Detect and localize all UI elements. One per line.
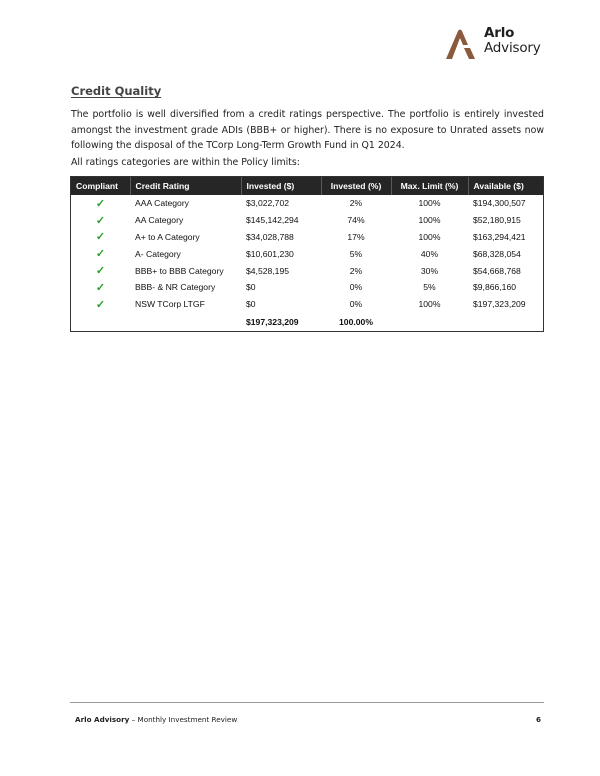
cell-max-limit: 5% [423, 282, 436, 293]
checkmark-icon: ✓ [95, 248, 106, 261]
checkmark-icon: ✓ [95, 265, 106, 278]
cell-available: $163,294,421 [473, 231, 526, 242]
cell-invested: $10,601,230 [246, 248, 294, 259]
cell-invested: $4,528,195 [246, 265, 290, 276]
table-row [71, 195, 543, 212]
col-header-credit-rating: Credit Rating [130, 177, 241, 195]
cell-max-limit: 100% [418, 299, 441, 310]
table-row [71, 229, 543, 246]
cell-available: $9,866,160 [473, 282, 517, 293]
credit-rating-table [71, 177, 543, 331]
policy-limits-note: All ratings categories are within the Policy limits: [71, 157, 300, 168]
cell-invested: $34,028,788 [246, 231, 294, 242]
col-header-compliant: Compliant [71, 177, 130, 195]
total-invested-pct: 100.00% [339, 316, 373, 327]
cell-available: $54,668,768 [473, 265, 521, 276]
cell-max-limit: 100% [418, 231, 441, 242]
section-title: Credit Quality [71, 84, 162, 98]
footer-brand: Arlo Advisory [75, 715, 130, 724]
cell-max-limit: 100% [418, 198, 441, 209]
logo-name-line1: Arlo [484, 25, 515, 41]
cell-credit-rating: A+ to A Category [135, 231, 200, 242]
checkmark-icon: ✓ [95, 231, 106, 244]
cell-credit-rating: BBB- & NR Category [135, 282, 216, 293]
table-total-row [71, 313, 543, 331]
checkmark-icon: ✓ [95, 197, 106, 210]
cell-max-limit: 100% [418, 215, 441, 226]
checkmark-icon: ✓ [95, 214, 106, 227]
col-header-invested-pct: Invested (%) [321, 177, 391, 195]
cell-available: $68,328,054 [473, 248, 521, 259]
cell-invested: $145,142,294 [246, 215, 299, 226]
cell-max-limit: 40% [420, 248, 439, 259]
cell-available: $52,180,915 [473, 215, 521, 226]
cell-available: $197,323,209 [473, 299, 526, 310]
page-number: 6 [535, 715, 541, 724]
table-row [71, 296, 543, 313]
page-footer [75, 715, 541, 724]
arlo-logo-mark-icon [444, 28, 480, 60]
cell-invested-pct: 2% [349, 198, 363, 209]
cell-invested-pct: 2% [349, 265, 363, 276]
checkmark-icon: ✓ [95, 281, 106, 294]
credit-rating-table-container [70, 176, 544, 332]
table-row [71, 262, 543, 279]
cell-max-limit: 30% [420, 265, 439, 276]
footer-subtitle: – Monthly Investment Review [129, 715, 238, 724]
cell-credit-rating: A- Category [135, 248, 181, 259]
cell-invested-pct: 0% [349, 299, 363, 310]
cell-invested: $3,022,702 [246, 198, 290, 209]
cell-credit-rating: NSW TCorp LTGF [135, 299, 205, 310]
table-header-row [71, 177, 543, 195]
total-invested: $197,323,209 [246, 316, 299, 327]
col-header-max-limit: Max. Limit (%) [391, 177, 468, 195]
cell-invested-pct: 5% [349, 248, 363, 259]
credit-quality-paragraph: The portfolio is well diversified from a credit ratings perspective. The portfolio is entirely invested amongst the investment grade ADIs (BBB+ or higher). There is no exposure to Unrated assets now following the disposal of the TCorp Long-Term Growth Fund in Q1 2024. [71, 109, 544, 151]
cell-credit-rating: AAA Category [135, 198, 189, 209]
cell-invested-pct: 74% [347, 215, 365, 226]
cell-credit-rating: AA Category [135, 215, 184, 226]
cell-invested: $0 [246, 282, 256, 293]
cell-available: $194,300,507 [473, 198, 526, 209]
cell-credit-rating: BBB+ to BBB Category [135, 265, 224, 276]
footer-divider [70, 702, 544, 703]
cell-invested-pct: 0% [349, 282, 363, 293]
col-header-invested-amount: Invested ($) [241, 177, 321, 195]
table-row [71, 279, 543, 296]
cell-invested: $0 [246, 299, 256, 310]
arlo-advisory-logo [444, 26, 548, 62]
logo-name-line2: Advisory [484, 40, 541, 56]
table-row [71, 245, 543, 262]
col-header-available: Available ($) [468, 177, 543, 195]
cell-invested-pct: 17% [347, 231, 365, 242]
checkmark-icon: ✓ [95, 298, 106, 311]
table-row [71, 212, 543, 229]
